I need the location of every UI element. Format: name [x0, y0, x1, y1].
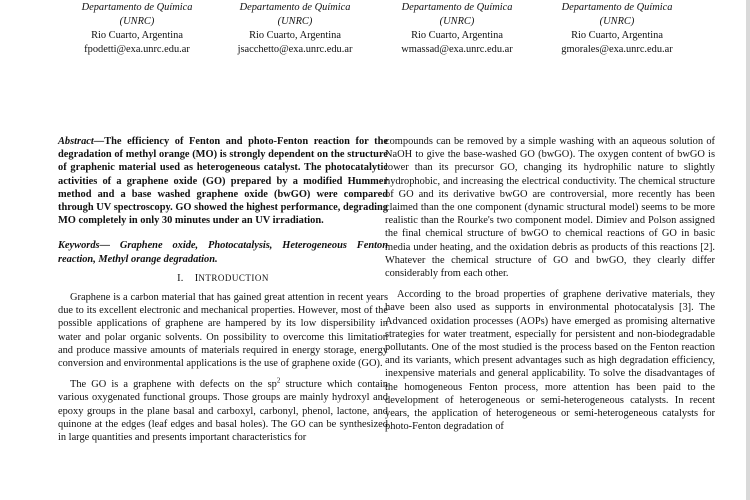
author-city: Rio Cuarto, Argentina	[249, 30, 341, 41]
section-heading-introduction	[58, 272, 388, 285]
page-edge	[746, 0, 750, 500]
abstract-text: The efficiency of Fenton and photo-Fenton reaction for the degradation of methyl orange (MO) is strongly dependent on the structure of graphenic material used as heterogeneous catalyst. The photocatalytic activities of a graphene oxide (GO) prepared by a modified Hummer method and a base washed graphene oxide (bwGO) were compared through UV spectroscopy. GO showed the highest performance, degrading MO completely in only 30 minutes under an UV irradiation.	[58, 136, 388, 227]
right-column	[385, 135, 715, 441]
section-number: I.	[177, 272, 184, 284]
keywords	[58, 239, 388, 265]
paragraph-intro-2-b: structure which contain various oxygenated functional groups. Those groups are mainly hydroxyl and epoxy groups in the plane basal and carboxyl, carbonyl, phenol, lactone, and quinone at the edges (leaf edges and basal holes). The GO can be synthesized in large quantities and presents important characteristics for	[58, 379, 388, 444]
superscript: 2	[276, 376, 281, 385]
author-department: Departamento de Química	[401, 2, 513, 13]
author-email: fpodetti@exa.unrc.edu.ar	[84, 44, 190, 55]
paragraph-right-1: compounds can be removed by a simple washing with an aqueous solution of NaOH to give the base-washed GO (bwGO). The oxygen content of bwGO is lower than its precursor GO, changing its hydrophilic nature to slightly hydrophobic, and increasing the electrical conductivity. The chemical structure of GO and its derivative bwGO are controversial, more recently has been claimed than the one component (dynamic structural model) seems to be more realistic than the Rourke's two component model. Dimiev and Polson assigned the final chemical structure of bwGO to chemical reactions of GO in basic media under heating, and the oxidation debris as products of this reactions [2]. Whatever the chemical structure of GO and bwGO, they clearly differ considerably from each other.	[385, 136, 715, 280]
section-title-cap: I	[194, 272, 199, 284]
paragraph-right-2: According to the broad properties of graphene derivative materials, they have been also used as supports in environmental photocatalysis [3]. The Advanced oxidation processes (AOPs) have emerged as promising alternative strategies for water treatment, especially for persistent and non-biodegradable pollutants. One of the most studied is the process based on the Fenton reaction and its variants, which present advantages such as high degradation efficiency, inexpensive materials and general applicability. To solve the disadvantages of the homogeneous Fenton process, more attention has been paid to the development of heterogeneous or semi-heterogeneous catalysts. In recent years, the application of heterogeneous or semi-heterogeneous catalysts for photo-Fenton degradation of	[385, 289, 715, 433]
author-unit: (UNRC)	[119, 16, 155, 27]
keywords-text: Graphene oxide, Photocatalysis, Heterogeneous Fenton reaction, Methyl orange degradation.	[58, 240, 388, 265]
author-unit: (UNRC)	[439, 16, 475, 27]
author-department: Departamento de Química	[239, 2, 351, 13]
paragraph-intro-2-a: The GO is a graphene with defects on the sp	[70, 379, 277, 391]
author-city: Rio Cuarto, Argentina	[571, 30, 663, 41]
author-block-4	[532, 0, 702, 57]
author-unit: (UNRC)	[277, 16, 313, 27]
left-column	[58, 135, 388, 452]
abstract-label: Abstract—	[58, 136, 105, 147]
author-email: wmassad@exa.unrc.edu.ar	[401, 44, 513, 55]
paragraph-intro-2	[58, 378, 388, 444]
author-email: gmorales@exa.unrc.edu.ar	[561, 44, 673, 55]
author-city: Rio Cuarto, Argentina	[411, 30, 503, 41]
abstract	[58, 135, 388, 227]
keywords-label: Keywords—	[58, 240, 110, 252]
paragraph-intro-1: Graphene is a carbon material that has gained great attention in recent years due to its excellent electronic and mechanical properties. However, most of the possible applications of graphene are hampered by its low dispersibility in water and polar organic solvents. On possibility to overcome this limitation and produce massive amounts of materials required in energy storage, energy conversion and environmental applications is the use of graphene oxide (GO).	[58, 292, 388, 370]
author-unit: (UNRC)	[599, 16, 635, 27]
author-block-1	[52, 0, 222, 57]
author-email: jsacchetto@exa.unrc.edu.ar	[237, 44, 353, 55]
author-department: Departamento de Química	[561, 2, 673, 13]
author-block-2	[210, 0, 380, 57]
author-block-3	[372, 0, 542, 57]
section-title-rest: NTRODUCTION	[198, 272, 269, 283]
author-city: Rio Cuarto, Argentina	[91, 30, 183, 41]
author-department: Departamento de Química	[81, 2, 193, 13]
